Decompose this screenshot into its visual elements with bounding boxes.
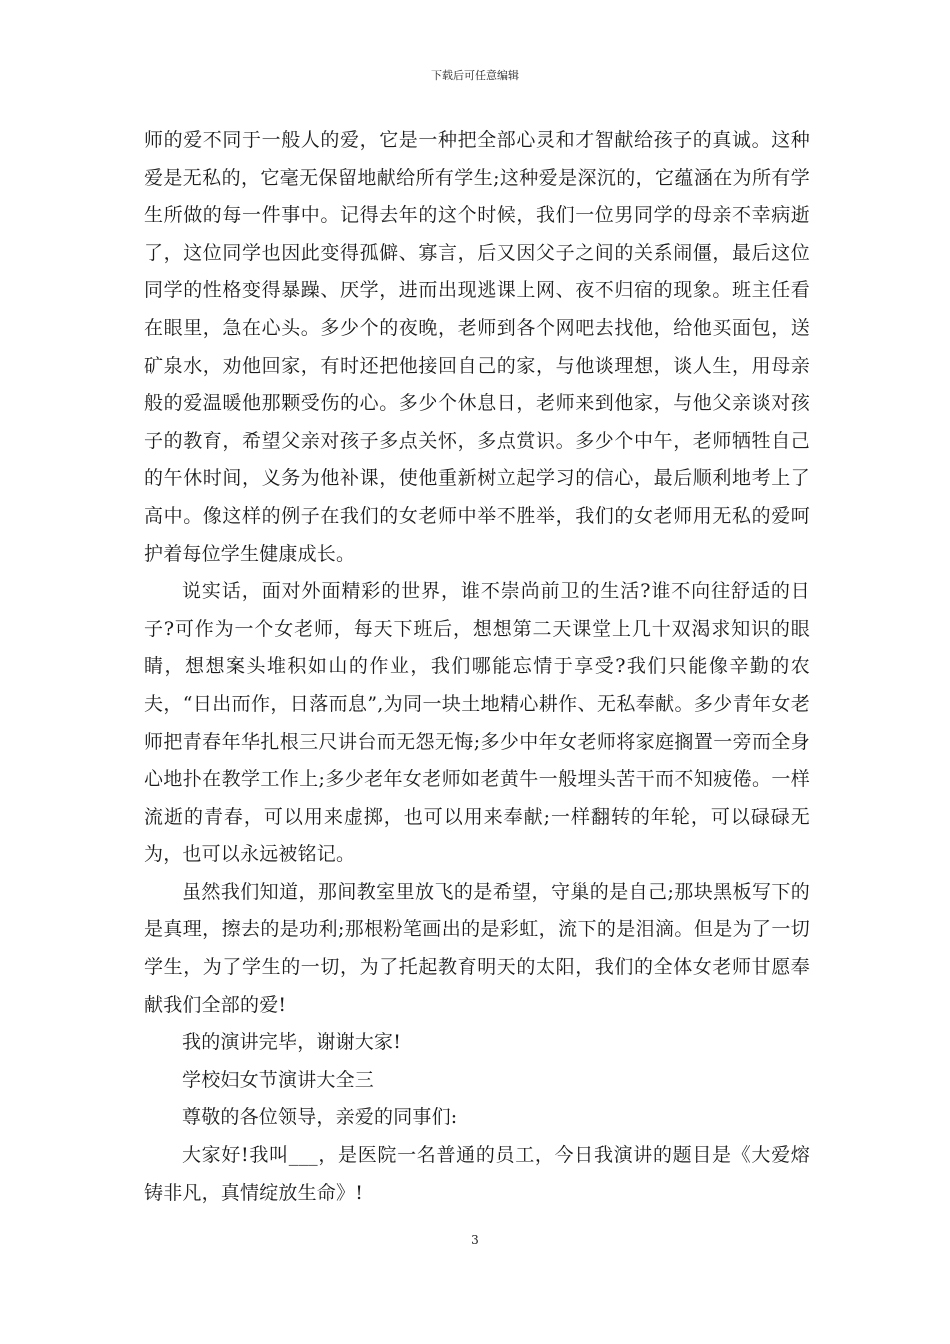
paragraph: 师的爱不同于一般人的爱，它是一种把全部心灵和才智献给孩子的真诚。这种爱是无私的，它毫无保留地献给所有学生;这种爱是深沉的，它蕴涵在为所有学生所做的每一件事中。记得去年的这个时候，我们一位男同学的母亲不幸病逝了，这位同学也因此变得孤僻、寡言，后又因父子之间的关系闹僵，最后这位同学的性格变得暴躁、厌学，进而出现逃课上网、夜不归宿的现象。班主任看在眼里，急在心头。多少个的夜晚，老师到各个网吧去找他，给他买面包，送矿泉水，劝他回家，有时还把他接回自己的家，与他谈理想，谈人生，用母亲般的爱温暖他那颗受伤的心。多少个休息日，老师来到他家，与他父亲谈对孩子的教育，希望父亲对孩子多点关怀，多点赏识。多少个中午，老师牺牲自己的午休时间，义务为他补课，使他重新树立起学习的信心，最后顺利地考上了高中。像这样的例子在我们的女老师中举不胜举，我们的女老师用无私的爱呵护着每位学生健康成长。 [144, 129, 810, 565]
salutation: 尊敬的各位领导，亲爱的同事们: [182, 1106, 458, 1129]
paragraph: 虽然我们知道，那间教室里放飞的是希望，守巢的是自己;那块黑板写下的是真理，擦去的是功利;那根粉笔画出的是彩虹，流下的是泪滴。但是为了一切学生，为了学生的一切，为了托起教育明天的太阳，我们的全体女老师甘愿奉献我们全部的爱! [144, 880, 810, 1016]
page-header: 下载后可任意编辑 [431, 69, 519, 82]
page-number: 3 [471, 1233, 479, 1247]
section-heading: 学校妇女节演讲大全三 [182, 1068, 375, 1091]
document-body [144, 122, 810, 1212]
paragraph: 说实话，面对外面精彩的世界，谁不崇尚前卫的生活?谁不向往舒适的日子?可作为一个女老师，每天下班后，想想第二天课堂上几十双渴求知识的眼睛，想想案头堆积如山的作业，我们哪能忘情于享受?我们只能像辛勤的农夫，“日出而作，日落而息”,为同一块土地精心耕作、无私奉献。多少青年女老师把青春年华扎根三尺讲台而无怨无悔;多少中年女老师将家庭搁置一旁而全身心地扑在教学工作上;多少老年女老师如老黄牛一般埋头苦干而不知疲倦。一样流逝的青春，可以用来虚掷，也可以用来奉献;一样翻转的年轮，可以碌碌无为，也可以永远被铭记。 [144, 580, 810, 866]
paragraph: 大家好!我叫___，是医院一名普通的员工，今日我演讲的题目是《大爱熔铸非凡，真情绽放生命》! [144, 1144, 810, 1204]
paragraph: 我的演讲完毕，谢谢大家! [182, 1031, 402, 1054]
